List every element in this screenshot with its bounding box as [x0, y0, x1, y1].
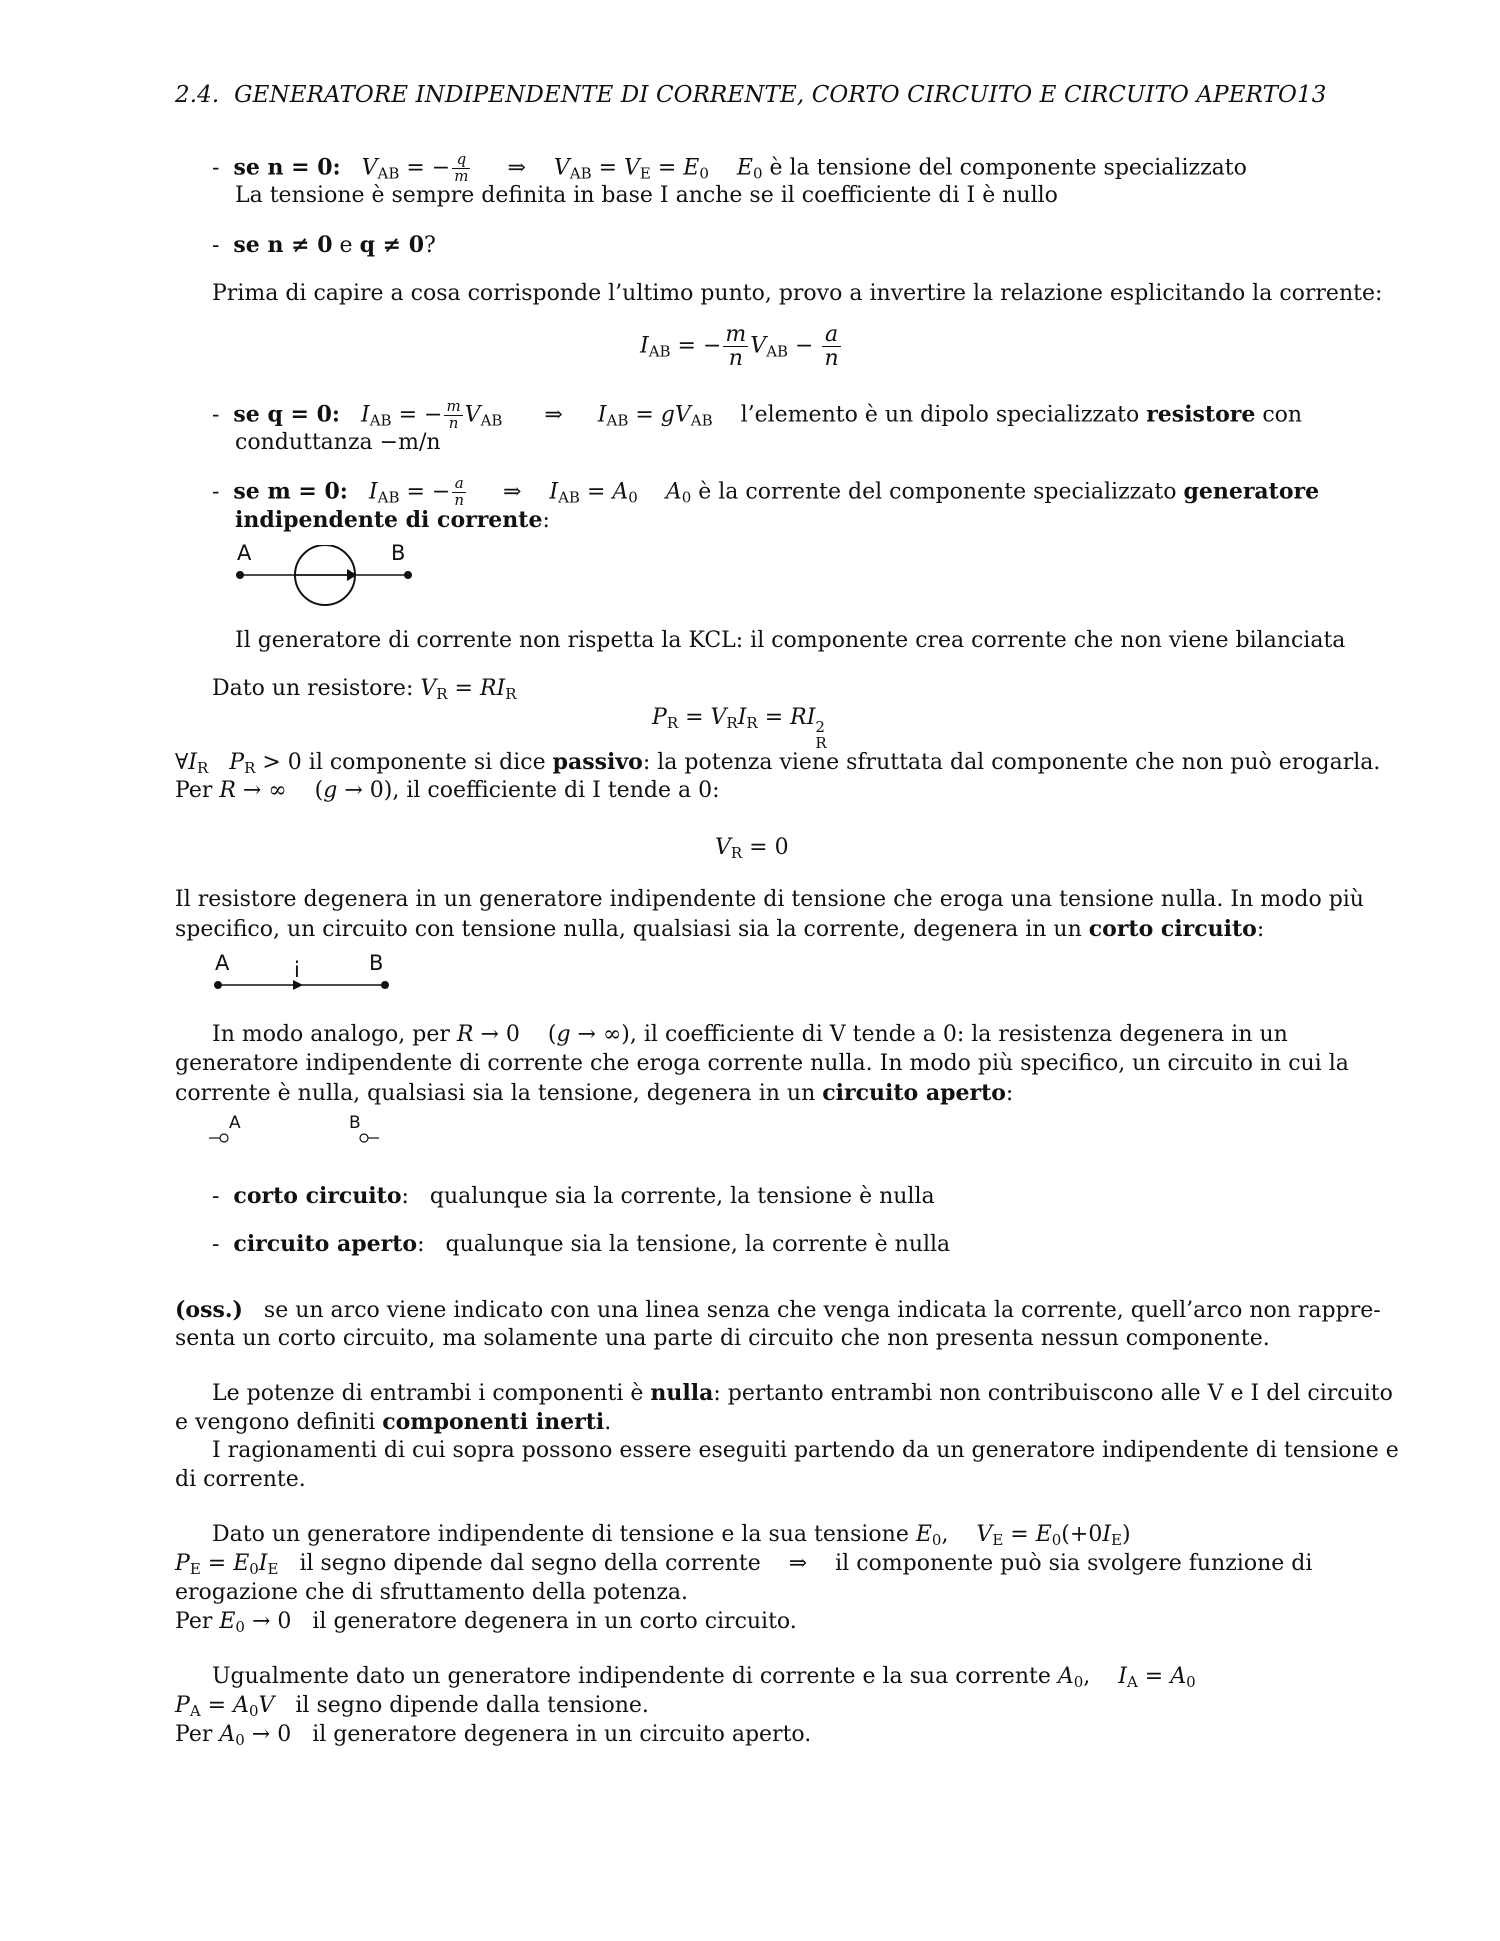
limit-line: Per R → ∞ (g → 0), il coefficiente di I tende a 0: [175, 778, 720, 803]
short-label-i: i [294, 958, 300, 982]
passive-line: $\forall I_R$ $P_R > 0$ il componente si dice passivo: la potenza viene sfruttata dal componente che non può erogarla. [175, 749, 1381, 777]
curr-gen-line2: $P_A = A_0V$ il segno dipende dalla tensione. [175, 1693, 649, 1720]
bullet-n0: - se n = 0: $V_{AB}$ = − $\frac{q}{m}$ ⇒ $V_{AB} = V_E = E_0$ $E_0$ è la tensione del componente specializzato [212, 150, 1247, 185]
short-circuit-symbol [205, 970, 405, 1000]
open-terminal-a [220, 1134, 228, 1142]
curr-gen-line1: Ugualmente dato un generatore indipendente di corrente e la sua corrente $A_0$, $I_A = A_0$ [212, 1664, 1196, 1691]
summary-open: - circuito aperto: qualunque sia la tensione, la corrente è nulla [212, 1231, 951, 1257]
short-para-line2: specifico, un circuito con tensione nulla, qualsiasi sia la corrente, degenera in un corto circuito: [175, 916, 1265, 942]
bullet-q0: - se q = 0: $I_{AB}$ = − $\frac{m}{n}$ $V_{AB}$ ⇒ $I_{AB} = gV_{AB}$ l’elemento è un dipolo specializzato resistore con [212, 397, 1303, 432]
open-para-line1: In modo analogo, per R → 0 (g → ∞), il coefficiente di V tende a 0: la resistenza degenera in un [212, 1022, 1288, 1047]
inert-line2: e vengono definiti componenti inerti. [175, 1409, 612, 1435]
current-gen-label-a: A [237, 541, 252, 565]
oss-line1: (oss.) se un arco viene indicato con una linea senza che venga indicata la corrente, quell’arco non rappre- [175, 1297, 1381, 1323]
terminal-b-dot [404, 571, 412, 579]
bullet-n0-line2: La tensione è sempre definita in base I anche se il coefficiente di I è nullo [235, 183, 1058, 208]
current-arrow-icon [293, 980, 303, 990]
inert-line1: Le potenze di entrambi i componenti è nulla: pertanto entrambi non contribuiscono alle V e I del circuito [212, 1380, 1393, 1406]
inert-line3: I ragionamenti di cui sopra possono essere eseguiti partendo da un generatore indipendente di tensione e [212, 1438, 1399, 1463]
bullet-n0-label: se n = 0: [233, 154, 341, 181]
summary-short: - corto circuito: qualunque sia la corrente, la tensione è nulla [212, 1183, 935, 1209]
running-header [175, 80, 1326, 110]
intro-invert: Prima di capire a cosa corrisponde l’ultimo punto, provo a invertire la relazione esplicitando la corrente: [212, 281, 1383, 306]
short-label-b: B [369, 951, 384, 975]
bullet-q0-label: se q = 0: [233, 401, 341, 428]
equation-vr-zero: $V_R = 0$ [715, 835, 789, 862]
open-label-b: B [349, 1113, 361, 1133]
bullet-n0-desc: è la tensione del componente specializzato [769, 155, 1247, 181]
equation-iab: $I_{AB}$ = − $\frac{m}{n}$ $V_{AB}$ − $\frac{a}{n}$ [640, 322, 839, 372]
resistor-intro: Dato un resistore: $V_R = RI_R$ [212, 676, 517, 703]
open-para-line2: generatore indipendente di corrente che eroga corrente nulla. In modo più specifico, un circuito in cui la [175, 1051, 1349, 1076]
open-para-line3: corrente è nulla, qualsiasi sia la tensione, degenera in un circuito aperto: [175, 1080, 1014, 1106]
oss-tag: (oss.) [175, 1297, 243, 1323]
curr-gen-line3: Per $A_0 \to 0$ il generatore degenera in un circuito aperto. [175, 1722, 812, 1749]
kcl-note: Il generatore di corrente non rispetta la KCL: il componente crea corrente che non viene bilanciata [235, 628, 1346, 653]
bullet-m0-label: se m = 0: [233, 478, 348, 505]
oss-line2: senta un corto circuito, ma solamente una parte di circuito che non presenta nessun componente. [175, 1326, 1270, 1351]
section-number: 2.4. [175, 82, 220, 108]
volt-gen-line3: erogazione che di sfruttamento della potenza. [175, 1580, 689, 1605]
short-terminal-b [381, 981, 389, 989]
short-para-line1: Il resistore degenera in un generatore indipendente di tensione che eroga una tensione nulla. In modo più [175, 887, 1364, 912]
short-label-a: A [215, 951, 230, 975]
equation-power-r: $P_R = V_RI_R$ = RI 2 R [652, 705, 827, 752]
bullet-m0: - se m = 0: $I_{AB}$ = − $\frac{a}{n}$ ⇒ $I_{AB} = A_0$ $A_0$ è la corrente del componente specializzato generatore [212, 474, 1320, 509]
open-label-a: A [229, 1113, 241, 1133]
current-gen-label-b: B [391, 541, 406, 565]
inert-line4: di corrente. [175, 1467, 306, 1492]
bullet-m0-line2: indipendente di corrente: [235, 507, 550, 533]
volt-gen-line1: Dato un generatore indipendente di tensione e la sua tensione $E_0$, $V_E = E_0(+0I_E)$ [212, 1522, 1131, 1549]
volt-gen-line4: Per $E_0 \to 0$ il generatore degenera in un corto circuito. [175, 1609, 797, 1636]
bullet-q0-line2: conduttanza −m/n [235, 430, 441, 455]
page-number: 13 [1297, 82, 1327, 108]
current-generator-symbol [225, 545, 425, 615]
section-title: GENERATORE INDIPENDENTE DI CORRENTE, CORTO CIRCUITO E CIRCUITO APERTO [234, 82, 1298, 108]
open-terminal-b [360, 1134, 368, 1142]
bullet-nq: - se n ≠ 0 e q ≠ 0? [212, 232, 436, 258]
open-circuit-symbol [205, 1128, 385, 1148]
volt-gen-line2: $P_E = E_0I_E$ il segno dipende dal segno della corrente ⇒ il componente può sia svolgere funzione di [175, 1551, 1313, 1578]
